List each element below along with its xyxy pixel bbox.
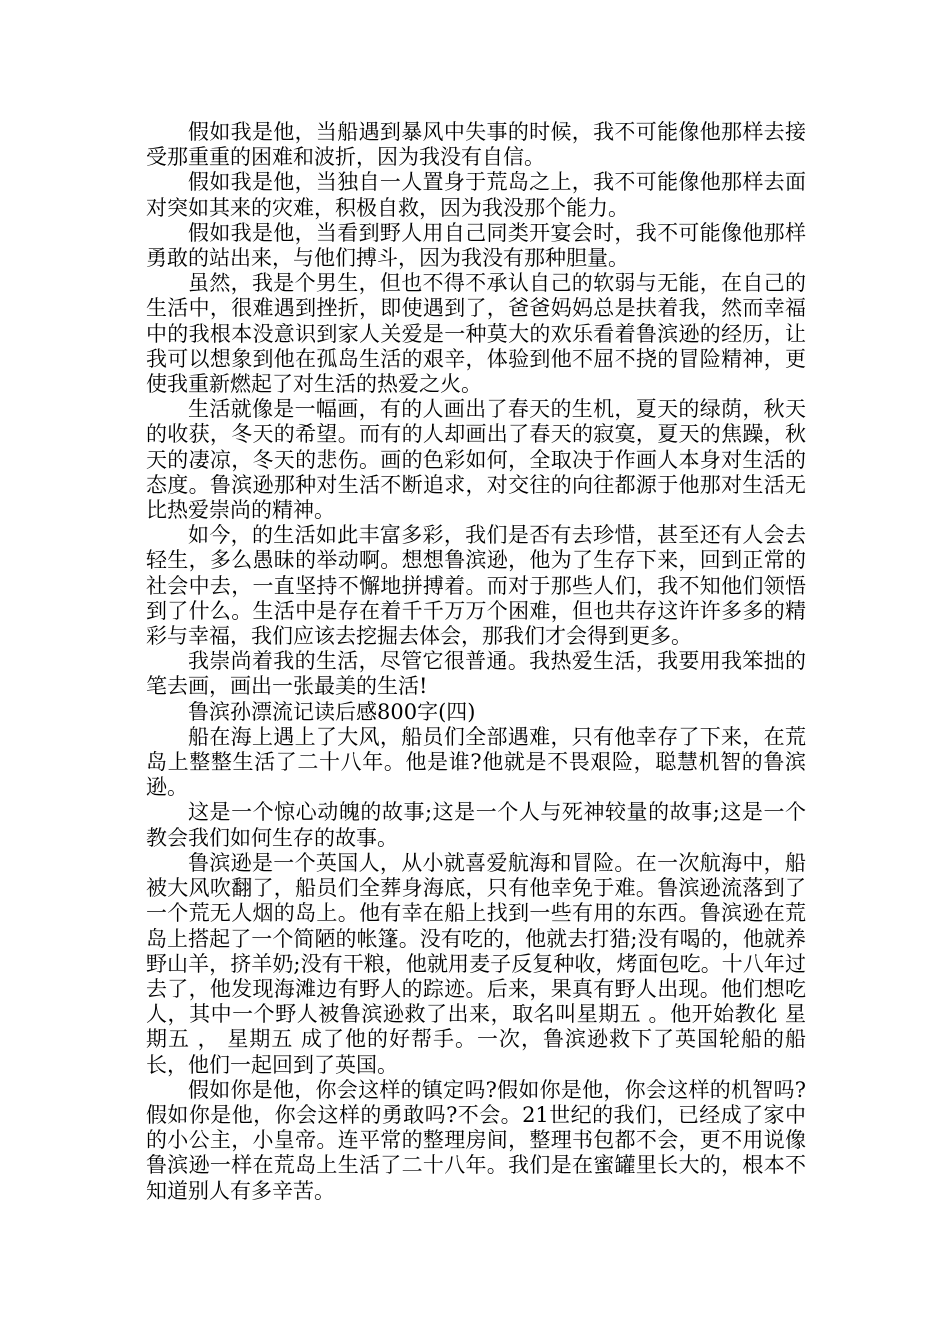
paragraph: 生活就像是一幅画，有的人画出了春天的生机，夏天的绿荫，秋天的收获，冬天的希望。而有的人却画出了春天的寂寞，夏天的焦躁，秋天的凄凉，冬天的悲伤。画的色彩如何，全取决于作画人本身对生活的态度。鲁滨逊那种对生活不断追求，对交往的向往都源于他那对生活无比热爱崇尚的精神。 (146, 397, 806, 523)
paragraph: 虽然，我是个男生，但也不得不承认自己的软弱与无能，在自己的生活中，很难遇到挫折，即使遇到了，爸爸妈妈总是扶着我，然而幸福中的我根本没意识到家人关爱是一种莫大的欢乐看着鲁滨逊的经历，让我可以想象到他在孤岛生活的艰辛，体验到他不屈不挠的冒险精神，更使我重新燃起了对生活的热爱之火。 (146, 271, 806, 397)
paragraph: 这是一个惊心动魄的故事;这是一个人与死神较量的故事;这是一个教会我们如何生存的故事。 (146, 800, 806, 850)
document-body (146, 120, 806, 1204)
section-heading: 鲁滨孙漂流记读后感800字(四) (188, 699, 476, 724)
paragraph: 假如我是他，当看到野人用自己同类开宴会时，我不可能像他那样勇敢的站出来，与他们搏斗，因为我没有那种胆量。 (146, 220, 806, 271)
paragraph: 假如我是他，当船遇到暴风中失事的时候，我不可能像他那样去接受那重重的困难和波折，因为我没有自信。 (146, 120, 806, 170)
paragraph: 如今，的生活如此丰富多彩，我们是否有去珍惜，甚至还有人会去轻生，多么愚昧的举动啊。想想鲁滨逊，他为了生存下来，回到正常的社会中去，一直坚持不懈地拼搏着。而对于那些人们，我不知他们领悟到了什么。生活中是存在着千千万万个困难，但也共存这许许多多的精彩与幸福，我们应该去挖掘去体会，那我们才会得到更多。 (146, 523, 806, 649)
paragraph: 船在海上遇上了大风，船员们全部遇难，只有他幸存了下来，在荒岛上整整生活了二十八年。他是谁?他就是不畏艰险，聪慧机智的鲁滨逊。 (146, 724, 806, 800)
paragraph: 鲁滨逊是一个英国人，从小就喜爱航海和冒险。在一次航海中，船被大风吹翻了，船员们全葬身海底，只有他幸免于难。鲁滨逊流落到了一个荒无人烟的岛上。他有幸在船上找到一些有用的东西。鲁滨逊在荒岛上搭起了一个简陋的帐篷。没有吃的，他就去打猎;没有喝的，他就养野山羊，挤羊奶;没有干粮，他就用麦子反复种收，烤面包吃。十八年过去了，他发现海滩边有野人的踪迹。后来，果真有野人出现。他们想吃人，其中一个野人被鲁滨逊救了出来，取名叫星期五 。他开始教化 星期五 ， 星期五 成了他的好帮手。一次，鲁滨逊救下了英国轮船的船长，他们一起回到了英国。 (146, 850, 806, 1077)
paragraph: 假如我是他，当独自一人置身于荒岛之上，我不可能像他那样去面对突如其来的灾难，积极自救，因为我没那个能力。 (146, 170, 806, 220)
paragraph: 假如你是他，你会这样的镇定吗?假如你是他，你会这样的机智吗?假如你是他，你会这样的勇敢吗?不会。21世纪的我们，已经成了家中的小公主，小皇帝。连平常的整理房间，整理书包都不会，更不用说像鲁滨逊一样在荒岛上生活了二十八年。我们是在蜜罐里长大的，根本不知道别人有多辛苦。 (146, 1077, 806, 1203)
paragraph: 我崇尚着我的生活，尽管它很普通。我热爱生活，我要用我笨拙的笔去画，画出一张最美的生活! (146, 649, 806, 699)
